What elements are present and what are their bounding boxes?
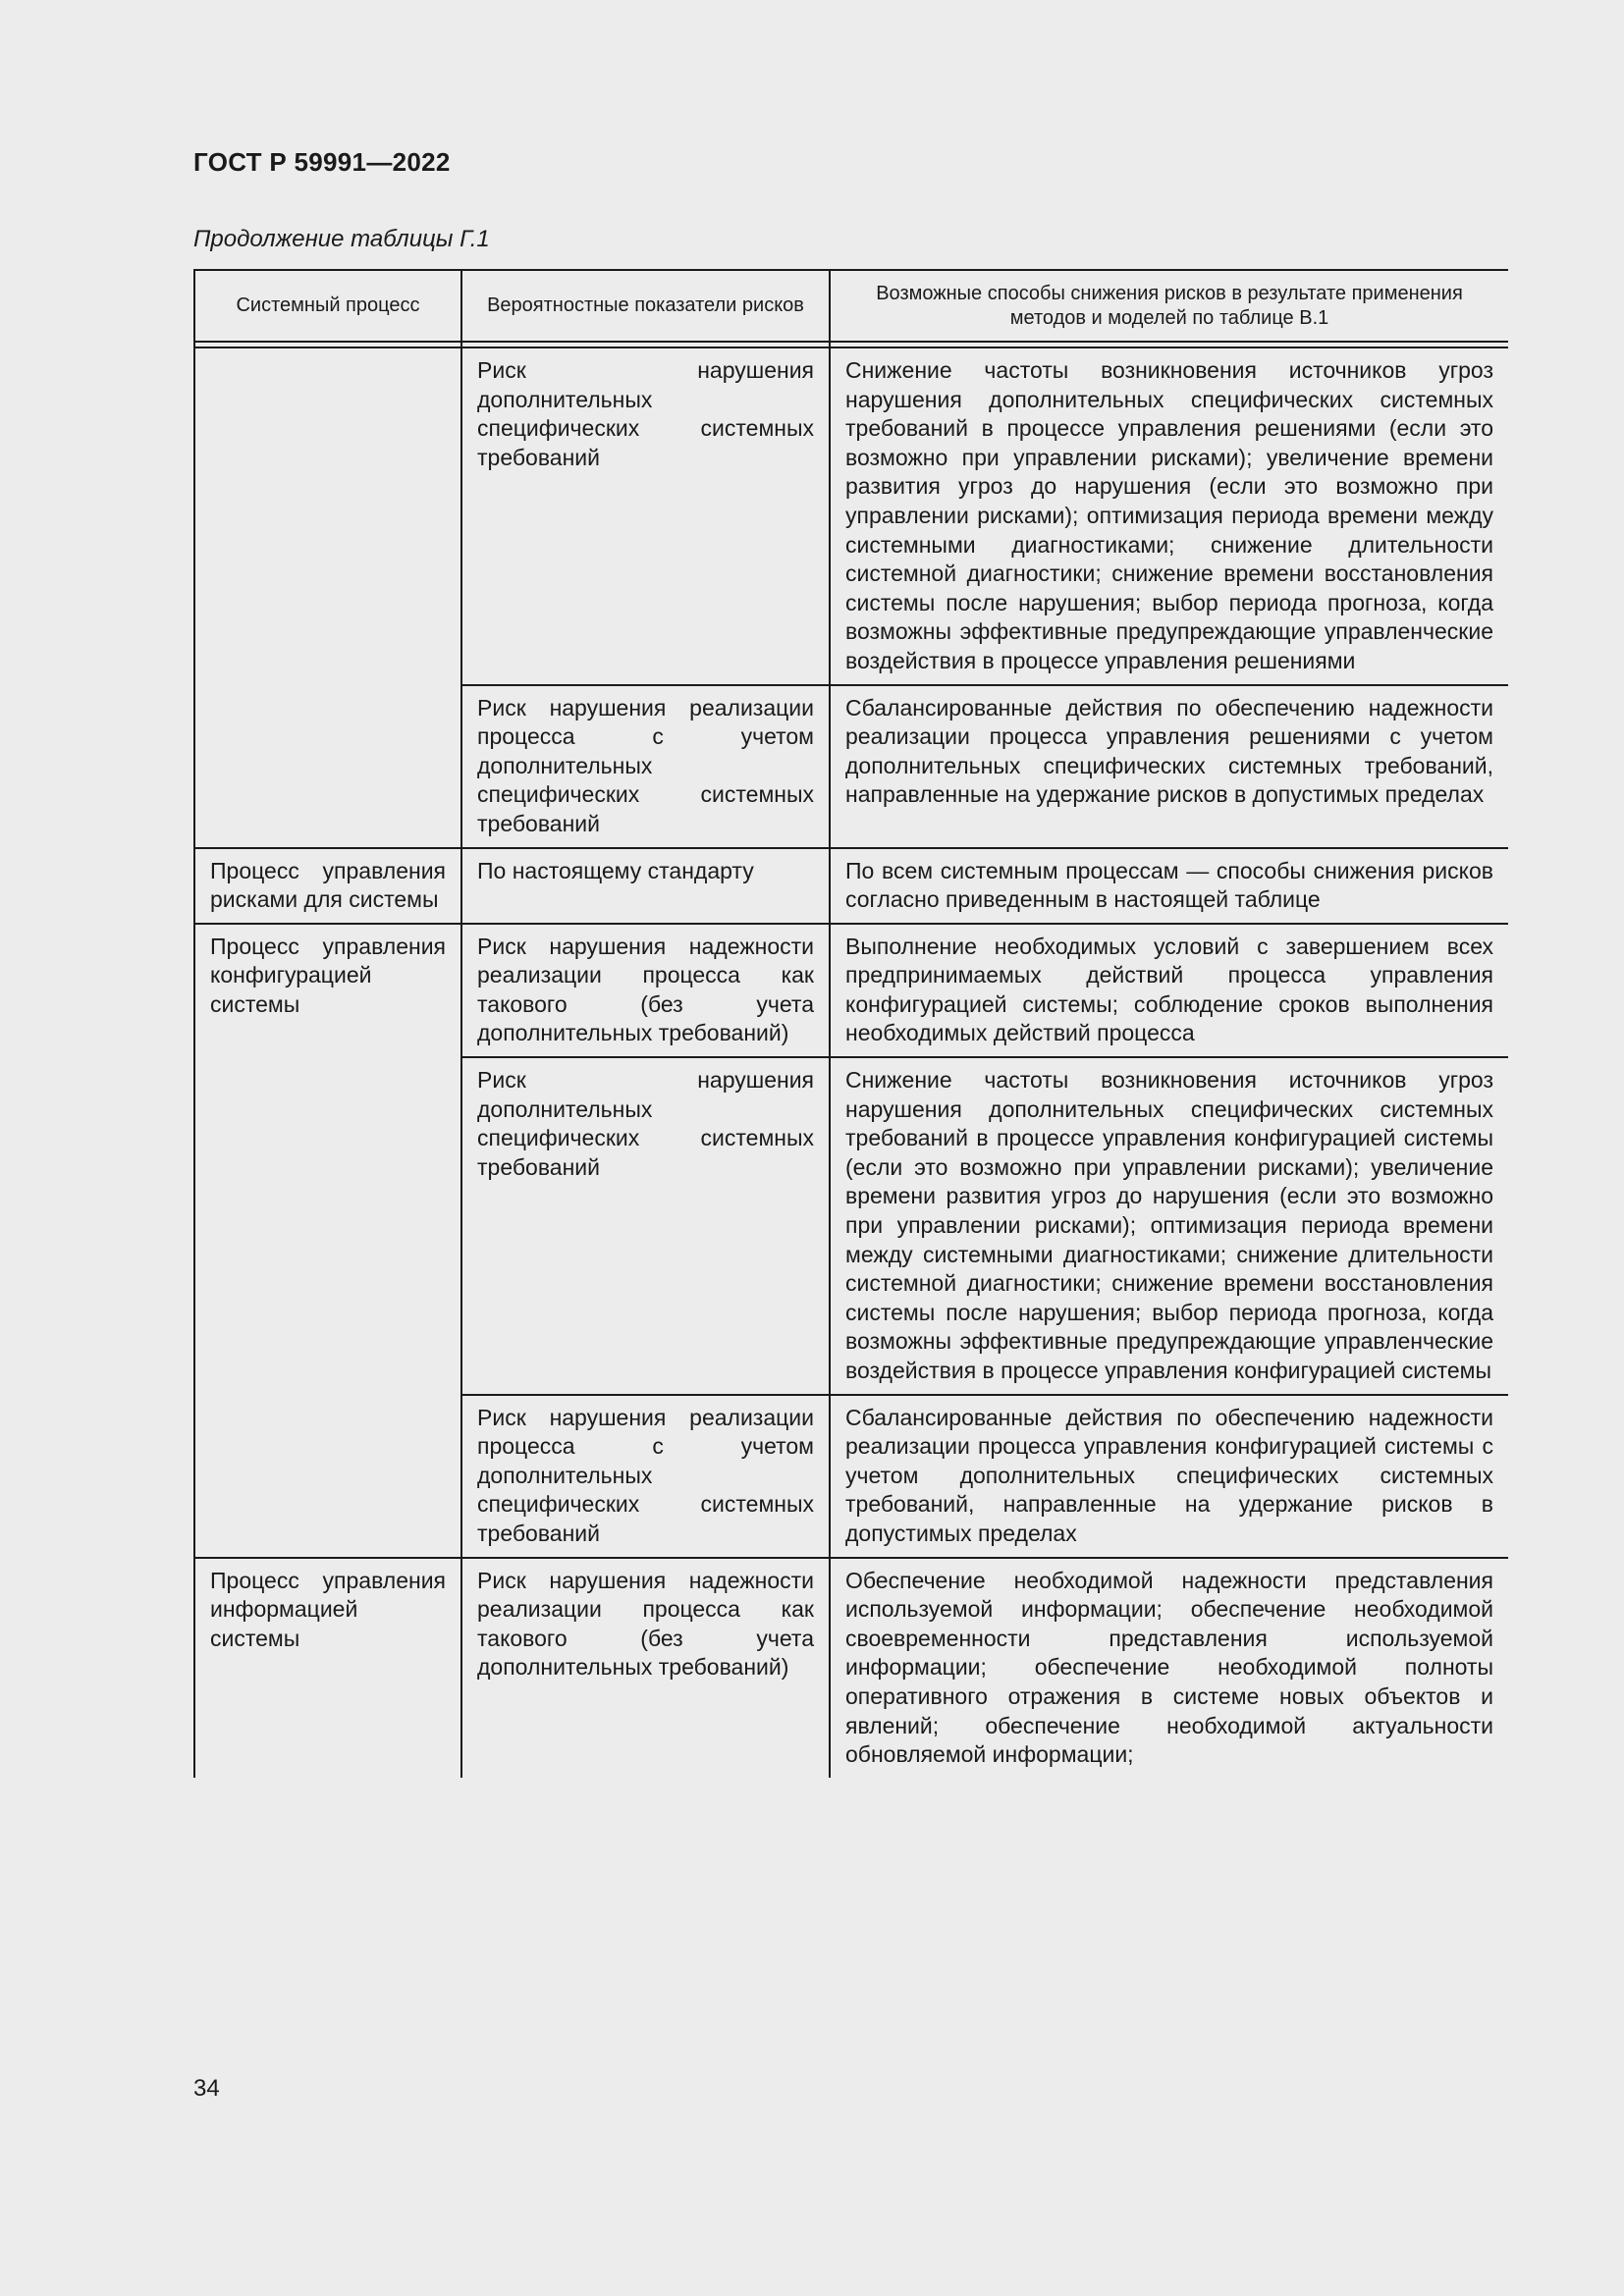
risk-cell: Риск нарушения дополнительных специфических системных требований [461,1057,830,1395]
measures-cell: Выполнение необходимых условий с завершением всех предпринимаемых действий процесса управления конфигурацией системы; соблюдение сроков выполнения необходимых действий процесса [830,924,1508,1057]
process-cell: Процесс управления рисками для системы [194,848,461,924]
table-row [194,848,1508,924]
table-caption: Продолжение таблицы Г.1 [193,226,490,252]
risk-table [193,269,1508,1778]
table-row [194,1558,1508,1778]
risk-cell: Риск нарушения надежности реализации процесса как такового (без учета дополнительных требований) [461,1558,830,1778]
col-header-process: Системный процесс [194,270,461,342]
table-header-row [194,270,1508,342]
risk-table-container [193,269,1508,2017]
risk-cell: Риск нарушения дополнительных специфических системных требований [461,347,830,685]
document-code: ГОСТ Р 59991—2022 [193,147,451,177]
measures-cell: Сбалансированные действия по обеспечению надежности реализации процесса управления конфигурацией системы с учетом дополнительных специфических системных требований, направленные на удержание рисков в допустимых пределах [830,1395,1508,1558]
risk-cell: Риск нарушения реализации процесса с учетом дополнительных специфических системных требований [461,685,830,848]
measures-cell: По всем системным процессам — способы снижения рисков согласно приведенным в настоящей таблице [830,848,1508,924]
process-cell [194,347,461,848]
process-cell: Процесс управления конфигурацией системы [194,924,461,1558]
measures-cell: Сбалансированные действия по обеспечению надежности реализации процесса управления решениями с учетом дополнительных специфических системных требований, направленные на удержание рисков в допустимых пределах [830,685,1508,848]
table-row [194,347,1508,685]
risk-cell: По настоящему стандарту [461,848,830,924]
col-header-risk-indicators: Вероятностные показатели рисков [461,270,830,342]
measures-cell: Снижение частоты возникновения источников угроз нарушения дополнительных специфических системных требований в процессе управления решениями (если это возможно при управлении рисками); увеличение времени развития угроз до нарушения (если это возможно при управлении рисками); оптимизация периода времени между системными диагностиками; снижение длительности системной диагностики; снижение времени восстановления системы после нарушения; выбор периода прогноза, когда возможны эффективные предупреждающие управленческие воздействия в процессе управления решениями [830,347,1508,685]
risk-cell: Риск нарушения реализации процесса с учетом дополнительных специфических системных требований [461,1395,830,1558]
measures-cell: Снижение частоты возникновения источников угроз нарушения дополнительных специфических системных требований в процессе управления конфигурацией системы (если это возможно при управлении рисками); увеличение времени развития угроз до нарушения (если это возможно при управлении рисками); оптимизация периода времени между системными диагностиками; снижение длительности системной диагностики; снижение времени восстановления системы после нарушения; выбор периода прогноза, когда возможны эффективные предупреждающие управленческие воздействия в процессе управления конфигурацией системы [830,1057,1508,1395]
page-number: 34 [193,2075,220,2102]
table-row [194,924,1508,1057]
process-cell: Процесс управления информацией системы [194,1558,461,1778]
col-header-mitigation: Возможные способы снижения рисков в результате применения методов и моделей по таблице В.1 [830,270,1508,342]
measures-cell: Обеспечение необходимой надежности представления используемой информации; обеспечение необходимой своевременности представления используемой информации; обеспечение необходимой полноты оперативного отражения в системе новых объектов и явлений; обеспечение необходимой актуальности обновляемой информации; [830,1558,1508,1778]
risk-cell: Риск нарушения надежности реализации процесса как такового (без учета дополнительных требований) [461,924,830,1057]
